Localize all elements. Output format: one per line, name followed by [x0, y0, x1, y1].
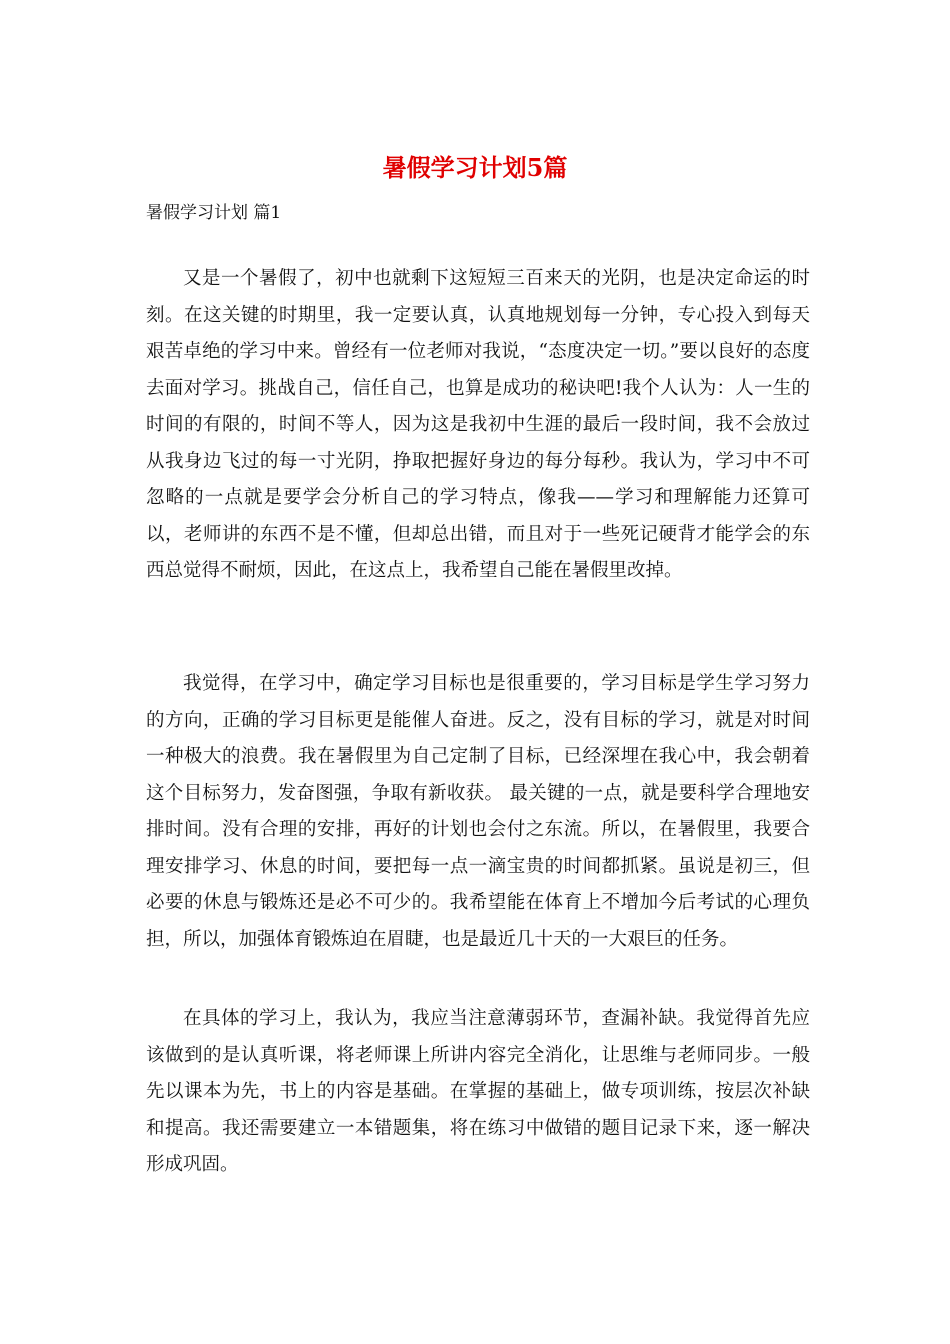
section-heading: 暑假学习计划 篇1	[146, 203, 282, 223]
paragraph-2: 我觉得，在学习中，确定学习目标也是很重要的，学习目标是学生学习努力的方向，正确的学习目标更是能催人奋进。反之，没有目标的学习，就是对时间一种极大的浪费。我在暑假里为自己定制了目标，已经深埋在我心中，我会朝着这个目标努力，发奋图强，争取有新收获。 最关键的一点，就是要科学合理地安排时间。没有合理的安排，再好的计划也会付之东流。所以，在暑假里，我要合理安排学习、休息的时间，要把每一点一滴宝贵的时间都抓紧。虽说是初三，但必要的休息与锻炼还是必不可少的。我希望能在体育上不增加今后考试的心理负担，所以，加强体育锻炼迫在眉睫，也是最近几十天的一大艰巨的任务。	[146, 673, 810, 950]
paragraph-1: 又是一个暑假了，初中也就剩下这短短三百来天的光阴，也是决定命运的时刻。在这关键的时期里，我一定要认真，认真地规划每一分钟，专心投入到每天艰苦卓绝的学习中来。曾经有一位老师对我说，“态度决定一切。”要以良好的态度去面对学习。挑战自己，信任自己，也算是成功的秘诀吧!我个人认为：人一生的时间的有限的，时间不等人，因为这是我初中生涯的最后一段时间，我不会放过从我身边飞过的每一寸光阴，挣取把握好身边的每分每秒。我认为，学习中不可忽略的一点就是要学会分析自己的学习特点，像我——学习和理解能力还算可以，老师讲的东西不是不懂，但却总出错，而且对于一些死记硬背才能学会的东西总觉得不耐烦，因此，在这点上，我希望自己能在暑假里改掉。	[146, 268, 811, 581]
paragraph-3: 在具体的学习上，我认为，我应当注意薄弱环节，查漏补缺。我觉得首先应该做到的是认真听课，将老师课上所讲内容完全消化，让思维与老师同步。一般先以课本为先，书上的内容是基础。在掌握的基础上，做专项训练，按层次补缺和提高。我还需要建立一本错题集，将在练习中做错的题目记录下来，逐一解决形成巩固。	[146, 1008, 810, 1175]
page-title: 暑假学习计划5篇	[382, 153, 568, 182]
